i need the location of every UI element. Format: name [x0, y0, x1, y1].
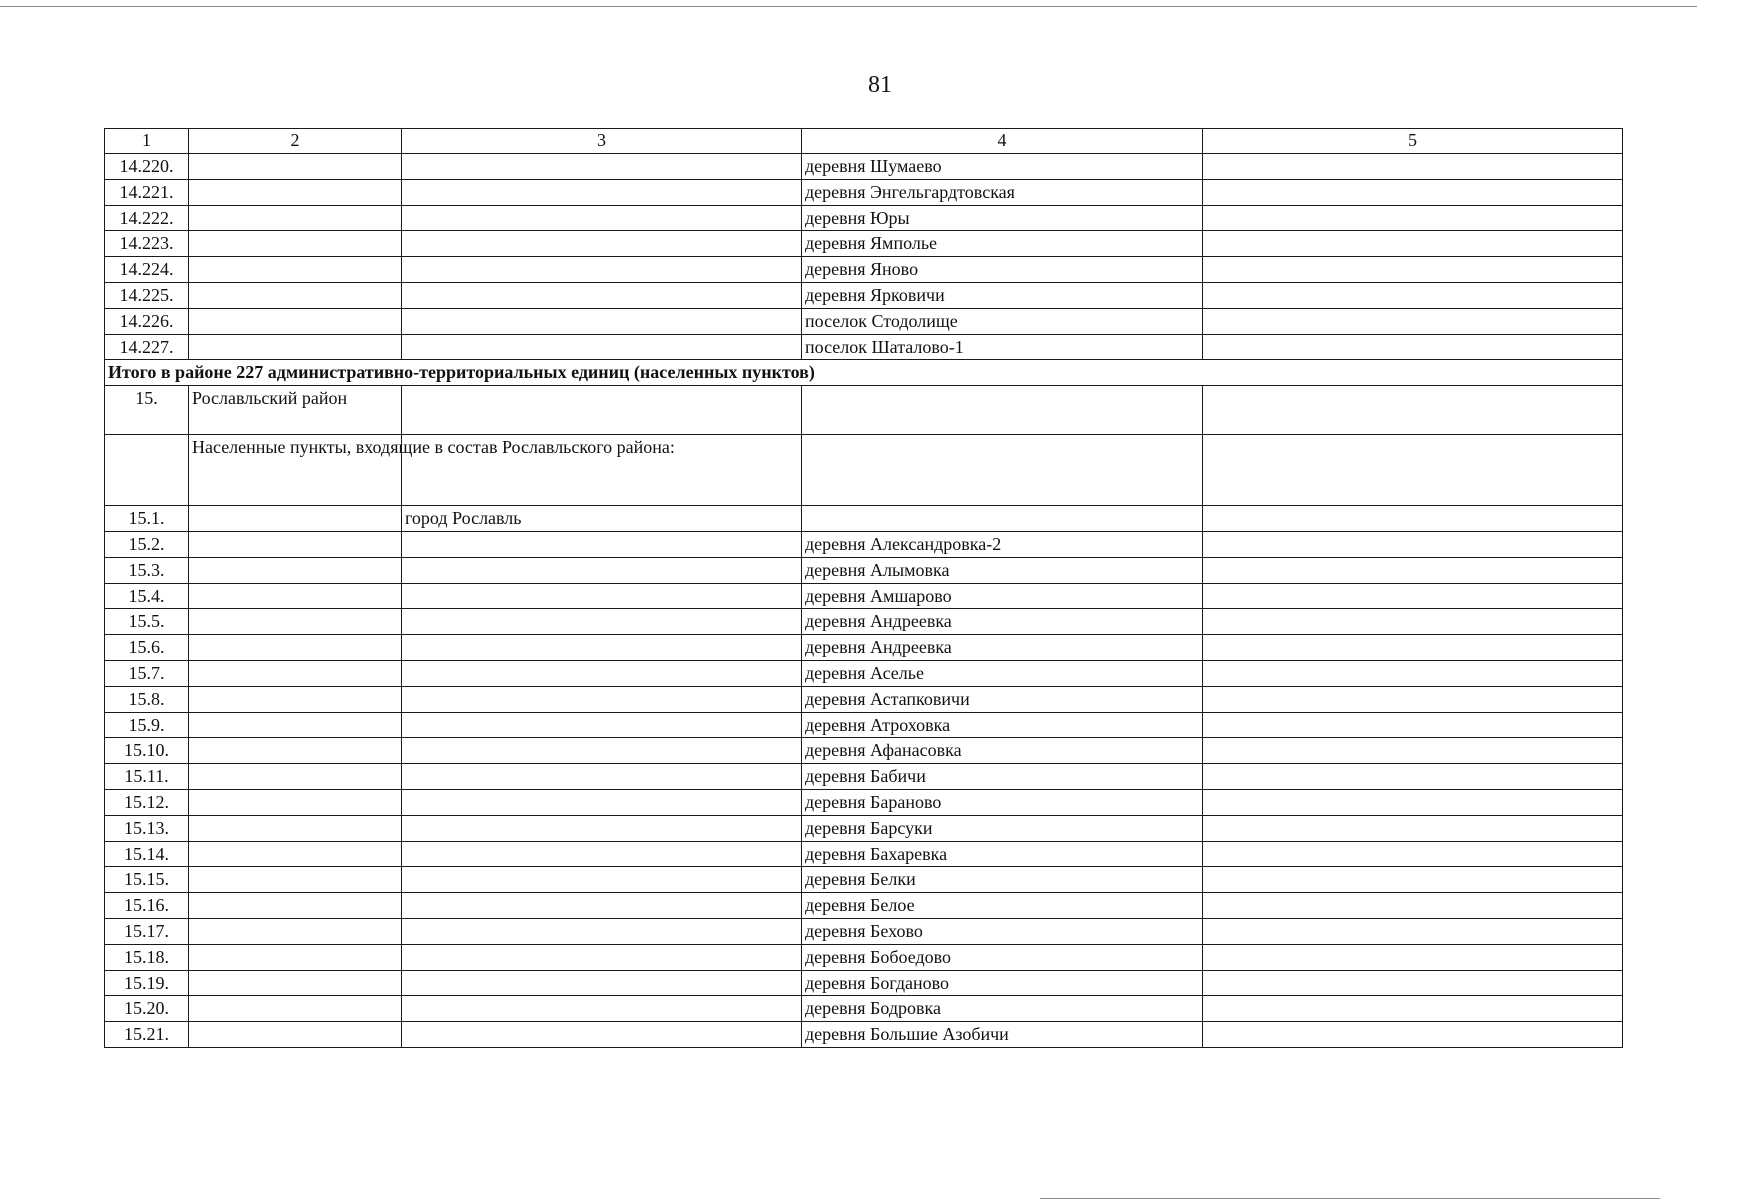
table-row	[105, 179, 1623, 205]
empty-cell	[1203, 893, 1623, 919]
empty-cell	[189, 970, 402, 996]
table-row	[105, 557, 1623, 583]
table-row	[105, 738, 1623, 764]
row-number: 14.226.	[105, 308, 189, 334]
settlement-name: деревня Атроховка	[802, 712, 1203, 738]
empty-cell	[402, 531, 802, 557]
table-body-after	[105, 531, 1623, 1047]
total-row-text: Итого в районе 227 административно-территориальных единиц (населенных пунктов)	[105, 360, 1623, 386]
empty-cell	[105, 435, 189, 506]
table-row	[105, 996, 1623, 1022]
empty-cell	[189, 738, 402, 764]
table-body-before	[105, 154, 1623, 360]
empty-cell	[402, 205, 802, 231]
empty-cell	[1203, 583, 1623, 609]
empty-cell	[189, 944, 402, 970]
row-number: 15.12.	[105, 789, 189, 815]
settlement-name: деревня Бобоедово	[802, 944, 1203, 970]
table-row	[105, 944, 1623, 970]
row-number: 14.223.	[105, 231, 189, 257]
district-name: Рославльский район	[189, 386, 402, 435]
row-number: 15.4.	[105, 583, 189, 609]
scan-edge-top	[0, 6, 1697, 7]
empty-cell	[402, 712, 802, 738]
empty-cell	[402, 1022, 802, 1048]
column-header-5: 5	[1203, 129, 1623, 154]
row-number: 15.7.	[105, 660, 189, 686]
empty-cell	[402, 789, 802, 815]
empty-cell	[802, 386, 1203, 435]
empty-cell	[402, 841, 802, 867]
table-row	[105, 815, 1623, 841]
table-row	[105, 764, 1623, 790]
table-row	[105, 583, 1623, 609]
empty-cell	[1203, 738, 1623, 764]
settlement-name: деревня Андреевка	[802, 609, 1203, 635]
empty-cell	[1203, 308, 1623, 334]
table-row	[105, 712, 1623, 738]
table-row	[105, 334, 1623, 360]
empty-cell	[189, 918, 402, 944]
settlement-name: деревня Барсуки	[802, 815, 1203, 841]
empty-cell	[402, 231, 802, 257]
empty-cell	[189, 996, 402, 1022]
empty-cell	[402, 996, 802, 1022]
empty-cell	[189, 257, 402, 283]
row-number: 15.10.	[105, 738, 189, 764]
empty-cell	[402, 970, 802, 996]
empty-cell	[402, 944, 802, 970]
settlement-name: деревня Александровка-2	[802, 531, 1203, 557]
empty-cell	[1203, 205, 1623, 231]
empty-cell	[402, 609, 802, 635]
empty-cell	[1203, 660, 1623, 686]
table-row	[105, 308, 1623, 334]
scan-edge-bottom	[1040, 1198, 1660, 1199]
table-row	[105, 609, 1623, 635]
district-note-row	[105, 435, 1623, 506]
empty-cell	[1203, 918, 1623, 944]
empty-cell	[1203, 557, 1623, 583]
empty-cell	[1203, 282, 1623, 308]
row-number: 15.17.	[105, 918, 189, 944]
empty-cell	[189, 867, 402, 893]
empty-cell	[1203, 996, 1623, 1022]
table-row	[105, 918, 1623, 944]
settlement-name: деревня Белое	[802, 893, 1203, 919]
table-row	[105, 1022, 1623, 1048]
empty-cell	[189, 205, 402, 231]
settlement-name: деревня Энгельгардтовская	[802, 179, 1203, 205]
district-row	[105, 386, 1623, 435]
settlement-name: деревня Яново	[802, 257, 1203, 283]
row-number: 15.3.	[105, 557, 189, 583]
empty-cell	[1203, 635, 1623, 661]
row-number: 15.6.	[105, 635, 189, 661]
settlement-name: деревня Ямполье	[802, 231, 1203, 257]
settlement-name: деревня Бабичи	[802, 764, 1203, 790]
row-number: 14.225.	[105, 282, 189, 308]
empty-cell	[189, 282, 402, 308]
settlement-name: деревня Ярковичи	[802, 282, 1203, 308]
empty-cell	[402, 686, 802, 712]
empty-cell	[1203, 257, 1623, 283]
empty-cell	[189, 231, 402, 257]
empty-cell	[1203, 1022, 1623, 1048]
table-row	[105, 205, 1623, 231]
empty-cell	[189, 609, 402, 635]
table-row	[105, 789, 1623, 815]
row-number: 14.227.	[105, 334, 189, 360]
settlement-name: деревня Бехово	[802, 918, 1203, 944]
empty-cell	[1203, 506, 1623, 532]
settlement-name: деревня Аселье	[802, 660, 1203, 686]
table-row	[105, 660, 1623, 686]
row-number: 15.13.	[105, 815, 189, 841]
settlement-name: поселок Шаталово-1	[802, 334, 1203, 360]
table-body-district	[105, 360, 1623, 532]
empty-cell	[1203, 867, 1623, 893]
row-number: 15.14.	[105, 841, 189, 867]
empty-cell	[402, 179, 802, 205]
empty-cell	[1203, 154, 1623, 180]
table-row	[105, 154, 1623, 180]
table-row	[105, 231, 1623, 257]
empty-cell	[1203, 609, 1623, 635]
row-number: 14.224.	[105, 257, 189, 283]
settlement-name: деревня Астапковичи	[802, 686, 1203, 712]
total-row	[105, 360, 1623, 386]
row-number: 15.16.	[105, 893, 189, 919]
page-number: 81	[868, 72, 892, 98]
empty-cell	[402, 660, 802, 686]
empty-cell	[1203, 179, 1623, 205]
row-number: 15.21.	[105, 1022, 189, 1048]
row-number: 15.8.	[105, 686, 189, 712]
empty-cell	[402, 334, 802, 360]
settlement-name: деревня Бодровка	[802, 996, 1203, 1022]
empty-cell	[1203, 789, 1623, 815]
city-row	[105, 506, 1623, 532]
empty-cell	[402, 308, 802, 334]
settlement-name: деревня Бараново	[802, 789, 1203, 815]
empty-cell	[1203, 386, 1623, 435]
settlement-name: деревня Белки	[802, 867, 1203, 893]
table-row	[105, 257, 1623, 283]
empty-cell	[189, 531, 402, 557]
row-number: 15.9.	[105, 712, 189, 738]
empty-cell	[189, 1022, 402, 1048]
empty-cell	[402, 635, 802, 661]
empty-cell	[189, 841, 402, 867]
settlement-name: деревня Юры	[802, 205, 1203, 231]
empty-cell	[402, 282, 802, 308]
table-row	[105, 635, 1623, 661]
empty-cell	[189, 557, 402, 583]
empty-cell	[402, 738, 802, 764]
table-row	[105, 893, 1623, 919]
empty-cell	[189, 308, 402, 334]
empty-cell	[189, 334, 402, 360]
empty-cell	[1203, 970, 1623, 996]
empty-cell	[1203, 334, 1623, 360]
empty-cell	[1203, 944, 1623, 970]
empty-cell	[189, 660, 402, 686]
table-row	[105, 867, 1623, 893]
settlement-name: деревня Амшарово	[802, 583, 1203, 609]
column-header-4: 4	[802, 129, 1203, 154]
empty-cell	[189, 635, 402, 661]
settlement-name: деревня Шумаево	[802, 154, 1203, 180]
settlements-table	[104, 128, 1623, 1048]
empty-cell	[402, 815, 802, 841]
table-row	[105, 282, 1623, 308]
empty-cell	[402, 257, 802, 283]
row-number: 15.19.	[105, 970, 189, 996]
row-number: 15.2.	[105, 531, 189, 557]
table-row	[105, 841, 1623, 867]
row-number: 15.18.	[105, 944, 189, 970]
empty-cell	[189, 583, 402, 609]
empty-cell	[189, 789, 402, 815]
empty-cell	[189, 506, 402, 532]
empty-cell	[1203, 764, 1623, 790]
table-row	[105, 531, 1623, 557]
empty-cell	[402, 893, 802, 919]
settlement-name: поселок Стодолище	[802, 308, 1203, 334]
column-header-3: 3	[402, 129, 802, 154]
city-name: город Рославль	[402, 506, 802, 532]
empty-cell	[1203, 841, 1623, 867]
empty-cell	[1203, 531, 1623, 557]
empty-cell	[802, 506, 1203, 532]
table-row	[105, 970, 1623, 996]
column-header-2: 2	[189, 129, 402, 154]
settlement-name: деревня Богданово	[802, 970, 1203, 996]
empty-cell	[1203, 435, 1623, 506]
empty-cell	[189, 893, 402, 919]
row-number: 15.11.	[105, 764, 189, 790]
empty-cell	[1203, 815, 1623, 841]
empty-cell	[402, 557, 802, 583]
row-number: 15.20.	[105, 996, 189, 1022]
empty-cell	[1203, 712, 1623, 738]
empty-cell	[1203, 231, 1623, 257]
empty-cell	[402, 867, 802, 893]
city-number: 15.1.	[105, 506, 189, 532]
empty-cell	[189, 686, 402, 712]
row-number: 14.222.	[105, 205, 189, 231]
empty-cell	[1203, 686, 1623, 712]
empty-cell	[189, 764, 402, 790]
settlement-name: деревня Большие Азобичи	[802, 1022, 1203, 1048]
empty-cell	[802, 435, 1203, 506]
empty-cell	[189, 179, 402, 205]
settlement-name: деревня Андреевка	[802, 635, 1203, 661]
empty-cell	[189, 154, 402, 180]
table-row	[105, 686, 1623, 712]
empty-cell	[402, 918, 802, 944]
empty-cell	[189, 815, 402, 841]
district-number: 15.	[105, 386, 189, 435]
row-number: 14.220.	[105, 154, 189, 180]
settlement-name: деревня Бахаревка	[802, 841, 1203, 867]
empty-cell	[402, 386, 802, 435]
row-number: 15.15.	[105, 867, 189, 893]
settlement-name: деревня Афанасовка	[802, 738, 1203, 764]
row-number: 15.5.	[105, 609, 189, 635]
empty-cell	[402, 154, 802, 180]
empty-cell	[402, 583, 802, 609]
empty-cell	[402, 764, 802, 790]
column-header-1: 1	[105, 129, 189, 154]
settlement-name: деревня Алымовка	[802, 557, 1203, 583]
empty-cell	[189, 712, 402, 738]
district-note: Населенные пункты, входящие в состав Рославльского района:	[189, 435, 402, 506]
header-row	[105, 129, 1623, 154]
row-number: 14.221.	[105, 179, 189, 205]
